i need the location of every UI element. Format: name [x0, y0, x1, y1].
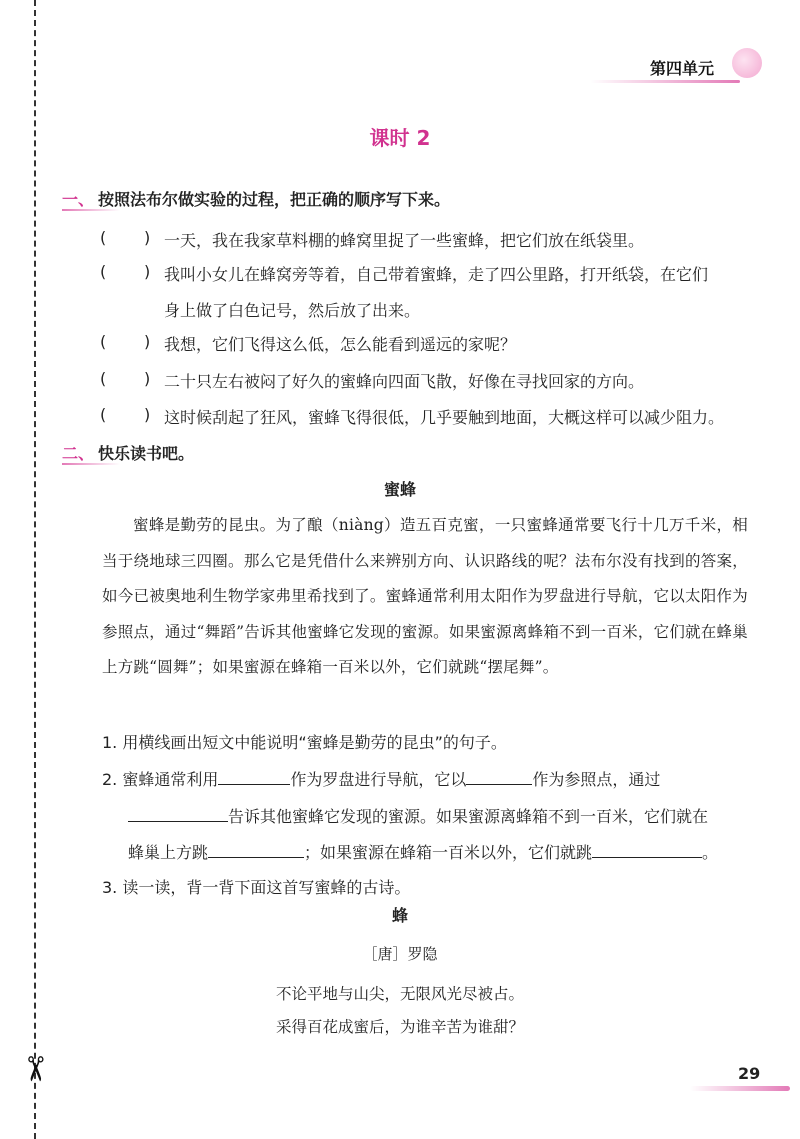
cut-line [34, 0, 36, 1139]
order-item-text: 一天，我在我家草料棚的蜂窝里捉了一些蜜蜂，把它们放在纸袋里。 [164, 231, 645, 250]
section-1-number: 一、 [62, 190, 95, 209]
poem-author: ［唐］罗隐 [362, 945, 438, 963]
fill-blank-4[interactable] [208, 839, 304, 858]
order-item-text-cont: 身上做了白色记号，然后放了出来。 [164, 301, 421, 320]
section-2-title: 快乐读书吧。 [98, 444, 195, 463]
answer-blank-close: ) [144, 228, 151, 247]
order-item-text: 我想，它们飞得这么低，怎么能看到遥远的家呢？ [164, 335, 517, 354]
section-1-underline [62, 209, 120, 211]
answer-blank-close: ) [144, 332, 151, 351]
order-item-text: 这时候刮起了狂风，蜜蜂飞得很低，几乎要触到地面，大概这样可以减少阻力。 [164, 408, 725, 427]
q2-text: 2. 蜜蜂通常利用 [102, 770, 219, 789]
q2-text: 作为参照点，通过 [532, 770, 661, 789]
section-2-heading [62, 441, 194, 464]
page-number-bar [690, 1086, 790, 1091]
passage-title: 蜜蜂 [383, 480, 416, 499]
answer-blank-open[interactable]: ( [100, 369, 107, 388]
section-2-underline [62, 463, 120, 465]
unit-header [590, 48, 780, 88]
answer-blank-open[interactable]: ( [100, 228, 107, 247]
q2-text: 作为罗盘进行导航，它以 [290, 770, 467, 789]
scissors-icon: ✂ [14, 1054, 55, 1084]
poem-title: 蜂 [391, 906, 408, 925]
fill-blank-2[interactable] [466, 766, 532, 785]
question-2-line-2 [128, 803, 708, 827]
fill-blank-5[interactable] [592, 839, 702, 858]
section-1-heading [62, 187, 450, 210]
header-divider [590, 80, 740, 83]
q2-text: ；如果蜜源在蜂箱一百米以外，它们就跳 [304, 843, 593, 862]
answer-blank-open[interactable]: ( [100, 332, 107, 351]
q2-text: 蜂巢上方跳 [128, 843, 209, 862]
answer-blank-open[interactable]: ( [100, 262, 107, 281]
section-2-number: 二、 [62, 444, 95, 463]
poem-line-2: 采得百花成蜜后，为谁辛苦为谁甜？ [275, 1018, 524, 1036]
page-number: 29 [738, 1064, 761, 1083]
answer-blank-close: ) [144, 369, 151, 388]
question-2-line-1 [102, 766, 660, 790]
answer-blank-close: ) [144, 262, 151, 281]
fill-blank-3[interactable] [128, 803, 228, 822]
q2-text: 。 [702, 843, 719, 862]
lesson-title: 课时 2 [369, 126, 431, 150]
question-2-line-3 [128, 839, 718, 863]
q2-text: 告诉其他蜜蜂它发现的蜜源。如果蜜源离蜂箱不到一百米，它们就在 [228, 807, 709, 826]
section-1-title: 按照法布尔做实验的过程，把正确的顺序写下来。 [98, 190, 451, 209]
answer-blank-open[interactable]: ( [100, 405, 107, 424]
flower-icon [732, 48, 762, 78]
order-item-text: 我叫小女儿在蜂窝旁等着，自己带着蜜蜂，走了四公里路，打开纸袋，在它们 [164, 265, 709, 284]
fill-blank-1[interactable] [218, 766, 290, 785]
question-3: 3. 读一读，背一背下面这首写蜜蜂的古诗。 [102, 878, 411, 897]
answer-blank-close: ) [144, 405, 151, 424]
unit-label: 第四单元 [650, 59, 715, 78]
question-1: 1. 用横线画出短文中能说明“蜜蜂是勤劳的昆虫”的句子。 [102, 733, 507, 752]
order-item-text: 二十只左右被闷了好久的蜜蜂向四面飞散，好像在寻找回家的方向。 [164, 372, 645, 391]
poem-line-1: 不论平地与山尖，无限风光尽被占。 [275, 985, 524, 1003]
reading-passage: 蜜蜂是勤劳的昆虫。为了酿（niàng）造五百克蜜，一只蜜蜂通常要飞行十几万千米，相当于绕地球三四圈。那么它是凭借什么来辨别方向、认识路线的呢？法布尔没有找到的答案，如今已被奥地利生物学家弗里希找到了。蜜蜂通常利用太阳作为罗盘进行导航，它以太阳作为参照点，通过“舞蹈”告诉其他蜜蜂它发现的蜜源。如果蜜源离蜂箱不到一百米，它们就在蜂巢上方跳“圆舞”；如果蜜源在蜂箱一百米以外，它们就跳“摆尾舞”。 [102, 516, 748, 676]
